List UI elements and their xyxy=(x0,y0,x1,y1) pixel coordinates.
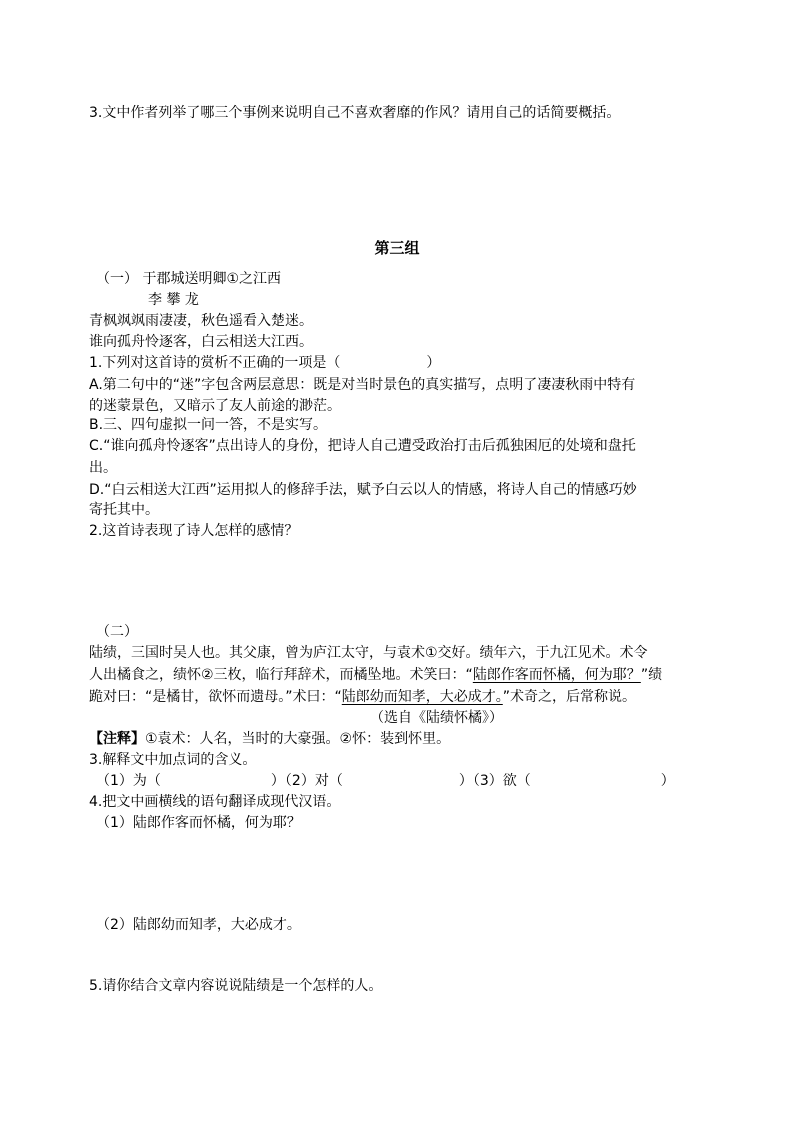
passage-line-1: 陆绩，三国时吴人也。其父康，曾为庐江太守，与袁术①交好。绩年六，于九江见术。术令 xyxy=(89,645,648,661)
annotation xyxy=(89,729,450,749)
option-c-line-1: C.“谁向孤舟怜逐客”点出诗人的身份，把诗人自己遭受政治打击后孤独困厄的处境和盘托 xyxy=(89,438,636,454)
question-2: 2.这首诗表现了诗人怎样的感情？ xyxy=(89,523,299,539)
option-b: B.三、四句虚拟一问一答，不是实写。 xyxy=(89,417,328,433)
annotation-text: ①袁术：人名，当时的大豪强。②怀：装到怀里。 xyxy=(145,731,451,747)
question-3-top: 3.文中作者列举了哪三个事例来说明自己不喜欢奢靡的作风？请用自己的话简要概括。 xyxy=(89,105,621,121)
annotation-label: 【注释】 xyxy=(89,731,145,747)
question-3: 3.解释文中加点词的含义。 xyxy=(89,752,257,768)
question-3-items: （1）为（ ）（2）对（ ）（3）欲（ ） xyxy=(96,773,675,789)
poem-line-2: 谁向孤舟怜逐客，白云相送大江西。 xyxy=(89,334,313,350)
passage-line-3: 跪对曰：“是橘甘，欲怀而遗母。”术曰：“陆郎幼而知孝，大必成才。”术奇之，后常称说。 xyxy=(89,689,637,705)
group-title: 第三组 xyxy=(374,239,420,257)
question-4-part-1: （1）陆郎作客而怀橘，何为耶？ xyxy=(96,815,301,831)
passage-line-2: 人出橘食之，绩怀②三枚，临行拜辞术，而橘坠地。术笑曰：“陆郎作客而怀橘，何为耶？”绩 xyxy=(89,667,663,683)
passage-source: （选自《陆绩怀橘》） xyxy=(370,710,503,726)
question-4-part-2: （2）陆郎幼而知孝，大必成才。 xyxy=(96,917,301,933)
option-c-line-2: 出。 xyxy=(89,460,117,476)
question-1-stem: 1.下列对这首诗的赏析不正确的一项是（ ） xyxy=(89,355,441,371)
poem-heading: （一） 于郡城送明卿①之江西 xyxy=(96,271,282,287)
underlined-sentence-1: 陆郎作客而怀橘，何为耶？ xyxy=(472,667,641,683)
option-a-line-1: A.第二句中的“迷”字包含两层意思：既是对当时景色的真实描写，点明了凄凄秋雨中特有 xyxy=(89,377,636,393)
question-5: 5.请你结合文章内容说说陆绩是一个怎样的人。 xyxy=(89,978,383,994)
question-4: 4.把文中画横线的语句翻译成现代汉语。 xyxy=(89,794,341,810)
option-d-line-2: 寄托其中。 xyxy=(89,502,159,518)
underlined-sentence-2: 陆郎幼而知孝，大必成才。 xyxy=(341,689,503,705)
passage-heading: （二） xyxy=(96,624,138,640)
option-a-line-2: 的迷蒙景色，又暗示了友人前途的渺茫。 xyxy=(89,398,341,414)
option-d-line-1: D.“白云相送大江西”运用拟人的修辞手法，赋予白云以人的情感，将诗人自己的情感巧妙 xyxy=(89,482,637,498)
poem-line-1: 青枫飒飒雨凄凄，秋色遥看入楚迷。 xyxy=(89,313,313,329)
poem-author: 李 攀 龙 xyxy=(148,292,199,308)
